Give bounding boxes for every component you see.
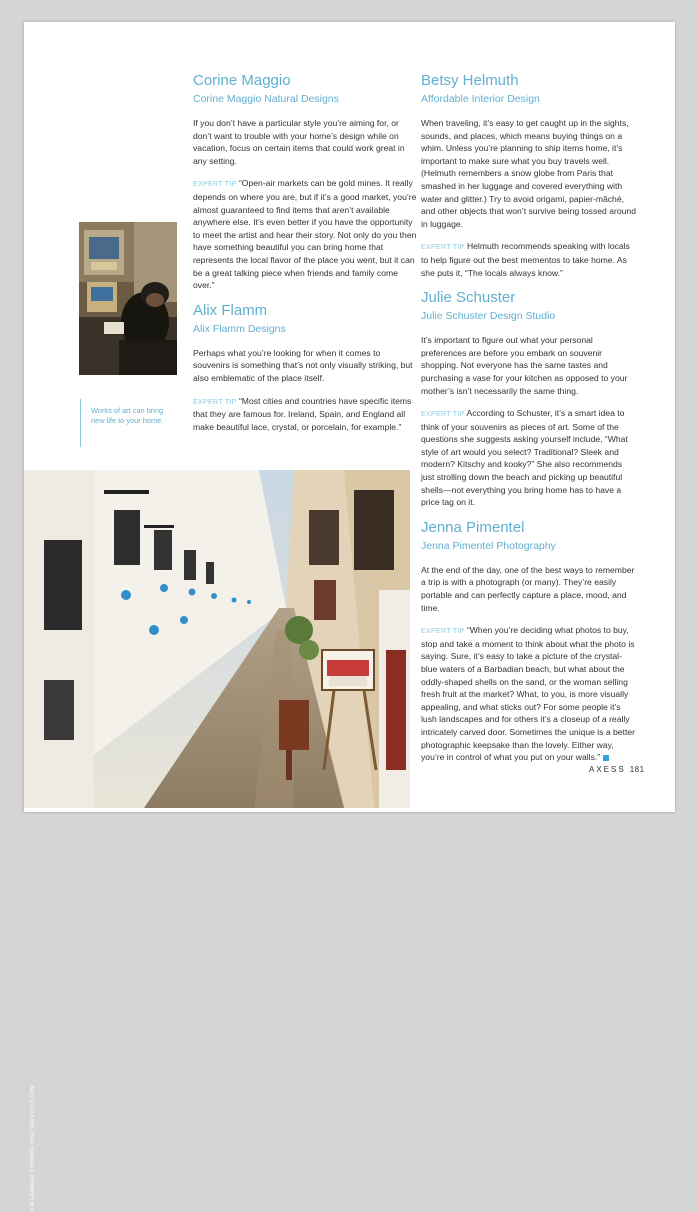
magazine-name: AXESS (589, 765, 626, 774)
paragraph-text: “When you’re deciding what photos to buy, stop and take a moment to think about what the photo is saying. Sure, it’s easy to take a picture of the crystal-blue waters of a Barbadian beach, but what about the oddly-shaped shells on the sand, or the woman selling fresh fruit at the market? What, to you, is more visually appealing, and what sticks out? For some people it’s lush landscapes and for others it’s a closeup of a really intricately carved door. Sometimes the unique is a better photographic keepsake than the lovely. Either way, you’re in control of what you put on your walls.” (421, 625, 635, 763)
expert-company: Affordable Interior Design (421, 93, 540, 105)
left-column (193, 72, 417, 443)
body-paragraph (193, 117, 417, 167)
paragraph-text: According to Schuster, it’s a smart idea to think of your souvenirs as pieces of art. Some of the questions she suggests asking yourself include, “What style of art would you select? Traditional? Sleek and modern? Kitschy and kooky?” She also recommends just strolling down the beach and picking up beautiful shells—not everything you bring home has to have a price tag on it. (421, 408, 628, 508)
paragraph-text: It’s important to figure out what your personal preferences are before you embark on souvenir shopping. Not everyone has the same tastes and purchasing a vase for your kitchen as opposed to your mother’s isn’t necessarily the same thing. (421, 335, 628, 396)
expert-tip-paragraph (193, 395, 417, 434)
body-paragraph (421, 117, 637, 230)
expert-company: Julie Schuster Design Studio (421, 310, 556, 323)
painter-photo (79, 222, 177, 375)
section-betsy-helmuth (421, 72, 637, 279)
expert-tip-label: EXPERT TIP (421, 242, 465, 252)
expert-name: Jenna Pimentel (421, 518, 525, 536)
street-illustration (24, 470, 410, 808)
expert-tip-label: EXPERT TIP (421, 409, 465, 419)
caption-text: Works of art can bring new life to your home. (91, 406, 164, 425)
expert-name: Corine Maggio (193, 72, 291, 89)
paragraph-text: When traveling, it’s easy to get caught up in the sights, sounds, and places, which means buying things on a whim. Unless you’re planning to ship items home, it’s important to make sure what you buy travels well. (Helmuth remembers a snow globe from Paris that smashed in her luggage and covered everything with water and glitter.) Try to avoid origami, papier-mâché, and other objects that won’t survive being tossed around in luggage. (421, 118, 636, 229)
expert-company: Jenna Pimentel Photography (421, 539, 556, 552)
photo-credit: © ALEXANDER TIHONOV/ SHUTTERSTOCK.COM (30, 1085, 36, 1212)
expert-tip-paragraph (193, 177, 417, 291)
section-alix-flamm (193, 302, 417, 434)
paragraph-text: “Most cities and countries have specific items that they are famous for. Ireland, Spain, and England all make beautiful lace, crystal, or porcelain, for example.” (193, 395, 412, 432)
paragraph-text: “Open-air markets can be gold mines. It really depends on where you are, but if it’s a good market, you’re almost guaranteed to find items that aren’t available anywhere else. It’s even better if you have the opportunity to meet the artist and hear their story. Not only do you then have something beautiful you can bring home that represents the local flavor of the place you went, but it can be a great talking piece when friends and family come over.” (193, 178, 417, 291)
paragraph-text: At the end of the day, one of the best ways to remember a trip is with a photograph (or many). They’re easily portable and can perfectly capture a place, mood, and time. (421, 564, 635, 613)
body-paragraph (193, 347, 417, 385)
end-mark-icon (603, 755, 609, 761)
expert-name: Julie Schuster (421, 289, 516, 307)
body-paragraph (421, 564, 637, 614)
painter-illustration (79, 222, 177, 375)
paragraph-text: Helmuth recommends speaking with locals to help figure out the best mementos to take home. As she puts it, “The locals always know.” (421, 241, 630, 278)
expert-tip-paragraph (421, 407, 637, 509)
body-paragraph (421, 334, 637, 397)
expert-tip-label: EXPERT TIP (421, 626, 465, 636)
right-column (421, 72, 637, 774)
expert-tip-paragraph (421, 240, 637, 279)
page-number: 181 (629, 765, 645, 774)
section-corine-maggio (193, 72, 417, 292)
section-jenna-pimentel (421, 519, 637, 764)
expert-name: Alix Flamm (193, 301, 268, 319)
expert-tip-label: EXPERT TIP (193, 179, 237, 189)
photo-caption (80, 399, 179, 447)
page-folio (589, 765, 645, 774)
section-julie-schuster (421, 289, 637, 509)
paragraph-text: If you don’t have a particular style you’re aiming for, or don’t want to trouble with your home’s design while on vacation, focus on certain items that could work great in any setting. (193, 118, 405, 166)
magazine-page (24, 22, 675, 1212)
expert-tip-paragraph (421, 624, 637, 764)
expert-name: Betsy Helmuth (421, 72, 519, 89)
street-photo (24, 470, 410, 1212)
expert-tip-label: EXPERT TIP (193, 396, 237, 406)
expert-company: Alix Flamm Designs (193, 322, 286, 335)
expert-company: Corine Maggio Natural Designs (193, 93, 339, 105)
paragraph-text: Perhaps what you’re looking for when it comes to souvenirs is something that’s not only visually striking, but also emblematic of the place itself. (193, 347, 413, 383)
